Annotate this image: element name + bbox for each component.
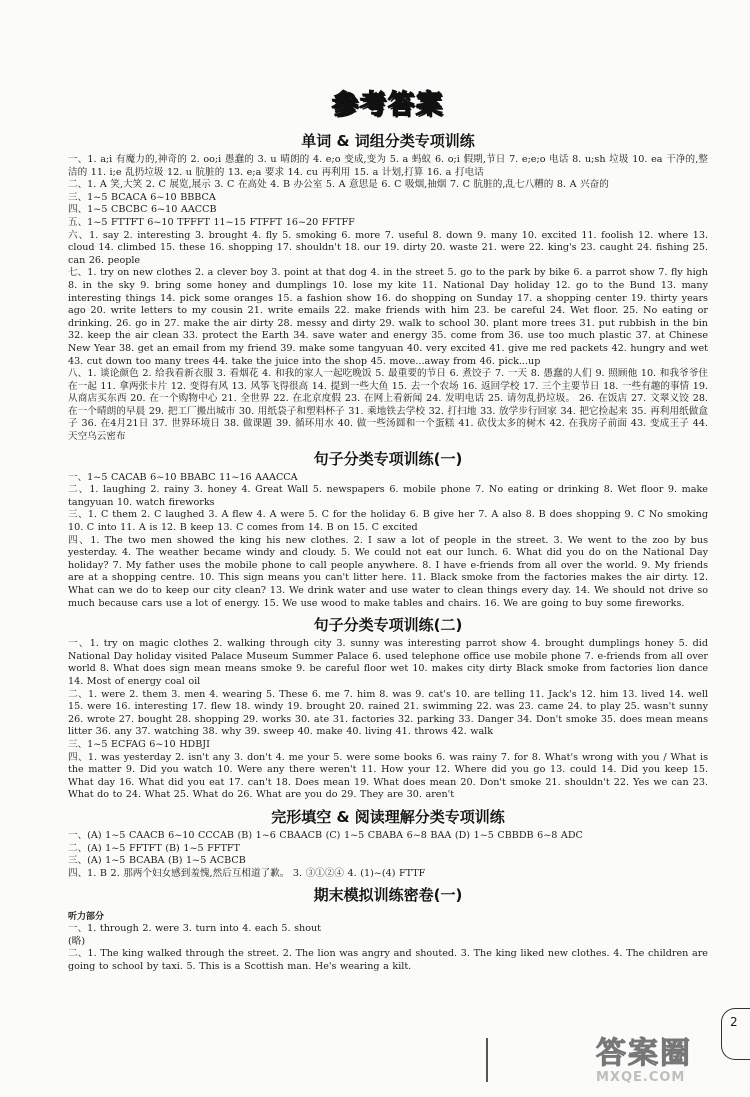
answer-paragraph: 一、(A) 1~5 CAACB 6~10 CCCAB (B) 1~6 CBAACB (C) 1~5 CBABA 6~8 BAA (D) 1~5 CBBDB 6~8 ADC [68,829,583,841]
answer-paragraph: 三、1. C them 2. C laughed 3. A flew 4. A were 5. C for the holiday 6. B give her 7. A also 8. B does shopping 9. C No smoking 10. C into 11. A is 12. B keep 13. C comes from 14. B on 15. C excited [68,509,708,534]
answer-paragraph: 四、1. The two men showed the king his new clothes. 2. I saw a lot of people in the street. 3. We went to the zoo by bus yesterday. 4. The weather became windy and cloudy. 5. We could not eat our lunch. 6. What did you do on the National Day holiday? 7. My father uses the mobile phone to call people anywhere. 8. I have e-friends from all over the world. 9. My friends are at a shopping centre. 10. This sign means you can't litter here. 11. Black smoke from the factories makes the air dirty. 12. What can we do to keep our city clean? 13. We drink water and use water to clean things every day. 14. We should not drive so much because cars use a lot of energy. 15. We use wood to make tables and chairs. 16. We are going to buy some fireworks. [68,534,708,609]
answer-paragraph: 二、1. were 2. them 3. men 4. wearing 5. These 6. me 7. him 8. was 9. cat's 10. are telling 11. Jack's 12. him 13. lived 14. well 15. were 16. interesting 17. flew 18. windy 19. brought 20. rained 21. swimming 22. was 23. came 24. to play 25. wasn't sunny 26. wrote 27. bought 28. shopping 29. works 30. ate 31. factories 32. parking 33. Danger 34. Don't smoke 35. does mean means litter 36. any 37. watching 38. why 39. sweep 40. make 40. living 41. throws 42. walk [68,688,708,738]
answer-paragraph: 一、1. a;i 有魔力的,神奇的 2. oo;i 愚蠢的 3. u 晴朗的 4. e;o 变成,变为 5. a 蚂蚁 6. o;i 假期,节日 7. e;e;o 电话 8. u;sh 垃圾 10. ea 干净的,整洁的 11. i;e 乱扔垃圾 12. u 肮脏的 13. e;a 要求 14. cu 再利用 15. a 计划,打算 16. a 打电话 [68,154,708,178]
answer-paragraph: (略) [68,935,86,947]
section-title-vocab: 单词 & 词组分类专项训练 [301,132,475,150]
watermark-url: MXQE.COM [596,1070,686,1085]
pen-mark [486,1038,488,1082]
section-title-cloze-reading: 完形填空 & 阅读理解分类专项训练 [271,807,505,826]
answer-paragraph: 二、1. laughing 2. rainy 3. honey 4. Great Wall 5. newspapers 6. mobile phone 7. No eating or drinking 8. Wet floor 9. make tangyuan 10. watch fireworks [68,484,708,508]
answer-paragraph: 一、1~5 CACAB 6~10 BBABC 11~16 AAACCA [68,471,298,483]
answer-paragraph: 四、1~5 CBCBC 6~10 AACCB [68,204,217,216]
page-title: 参考答案 [331,90,444,120]
page-number: 2 [730,1015,738,1029]
answer-page [68,88,708,974]
answer-paragraph: 四、1. was yesterday 2. isn't any 3. don't 4. me your 5. were some books 6. was rainy 7. for 8. What's wrong with you / What is the matter 9. Did you watch 10. Were any there weren't 11. How your 12. Where did you go 13. could 14. Did you keep 15. What day 16. What did you eat 17. can't 18. Does mean 19. What does mean 20. Don't smoke 21. shouldn't 22. Yes we can 23. What do to 24. What 25. What do 26. What are you do 29. They are 30. aren't [68,751,708,801]
watermark-text: 答案圈 [596,1036,692,1071]
answer-paragraph: 二、1. A 笑,大笑 2. C 展览,展示 3. C 在高处 4. B 办公室 5. A 意思是 6. C 吸烟,抽烟 7. C 肮脏的,乱七八糟的 8. A 兴奋的 [68,179,609,191]
answer-paragraph: 四、1. B 2. 那两个妇女感到羞愧,然后互相道了歉。 3. ③①②④ 4. (1)~(4) FTTF [68,867,426,879]
answer-paragraph: 五、1~5 FTTFT 6~10 TFFFT 11~15 FTFFT 16~20 FFTFF [68,216,355,228]
section-title-sentences-1: 句子分类专项训练(一) [313,449,463,468]
answer-paragraph: 二、1. The king walked through the street. 2. The lion was angry and shouted. 3. The king liked new clothes. 4. The children are going to school by taxi. 5. This is a Scottish man. He's wearing a kilt. [68,948,708,973]
answer-paragraph: 二、(A) 1~5 FFTFT (B) 1~5 FFTFT [68,842,240,854]
answer-paragraph: 一、1. through 2. were 3. turn into 4. each 5. shout [68,923,322,935]
answer-paragraph: 七、1. try on new clothes 2. a clever boy 3. point at that dog 4. in the street 5. go to the park by bike 6. a parrot show 7. fly high 8. in the sky 9. bring some honey and dumplings 10. lose my kite 11. National Day holiday 12. go to the Bund 13. many interesting things 14. pick some oranges 15. a fashion show 16. do shopping on Sunday 17. a shopping center 19. thirty years ago 20. write letters to my cousin 21. write emails 22. make friends with him 23. be careful 24. Wet floor. 25. No eating or drinking. 26. go in 27. make the air dirty 28. messy and dirty 29. walk to school 30. plant more trees 31. put rubbish in the bin 32. keep the air clean 33. protect the Earth 34. save water and energy 35. come from 36. use too much plastic 37. at Chinese New Year 38. get an email from my friend 39. make some tangyuan 40. very excited 41. give me red packets 42. hungry and wet 43. cut down too many trees 44. take the juice into the shop 45. move...away from 46. pick...up [68,267,708,367]
section-title-final-exam: 期末模拟训练密卷(一) [313,886,463,905]
answer-paragraph: 三、(A) 1~5 BCABA (B) 1~5 ACBCB [68,855,246,867]
answer-paragraph: 八、1. 谈论颜色 2. 给我看新衣服 3. 看烟花 4. 和我的家人一起吃晚饭 5. 最重要的节日 6. 煮饺子 7. 一天 8. 愚蠢的人们 9. 照顾他 10. 和我爷爷住在一起 11. 拿两张卡片 12. 变得有风 13. 风筝飞得很高 14. 提到一些大鱼 15. 去一个农场 16. 返回学校 17. 三个主要节日 18. 一些有趣的事情 19. 从商店买东西 20. 在一个购物中心 21. 全世界 22. 在北京度假 23. 在网上看新闻 24. 发明电话 25. 请勿乱扔垃圾。 26. 在饭店 27. 文翠义饺 28. 在一个晴朗的早晨 29. 把工厂搬出城市 30. 用纸袋子和塑料杯子 31. 乘地铁去学校 32. 打扫地 33. 放学步行回家 34. 把它捡起来 35. 再利用纸做盒子 36. 在4月21日 37. 世界环境日 38. 做课题 39. 循环用水 40. 做一些汤圆和一个蛋糕 41. 砍伐太多的树木 42. 在我房子前面 43. 变成王子 44. 天空乌云密布 [68,368,708,443]
answer-paragraph: 三、1~5 ECFAG 6~10 HDBJI [68,738,210,750]
answer-paragraph: 一、1. try on magic clothes 2. walking through city 3. sunny was interesting parrot show 4. brought dumplings honey 5. did National Day holiday visited Palace Museum Summer Palace 6. used telephone office use mobile phone 7. e-friends from all over world 8. What does sign mean means smoke 9. be careful floor wet 10. makes city dirty Black smoke from factories lion dance 14. Most of energy coal oil [68,638,708,687]
listening-part-label: 听力部分 [68,912,105,923]
watermark-logo [596,1028,746,1092]
section-title-sentences-2: 句子分类专项训练(二) [313,616,463,635]
answer-paragraph: 六、1. say 2. interesting 3. brought 4. fly 5. smoking 6. more 7. useful 8. down 9. many 10. excited 11. foolish 12. where 13. cloud 14. climbed 15. these 16. shopping 17. shouldn't 18. our 19. dirty 20. waste 21. were 22. king's 23. caught 24. fishing 25. can 26. people [68,229,708,266]
answer-paragraph: 三、1~5 BCACA 6~10 BBBCA [68,191,216,203]
